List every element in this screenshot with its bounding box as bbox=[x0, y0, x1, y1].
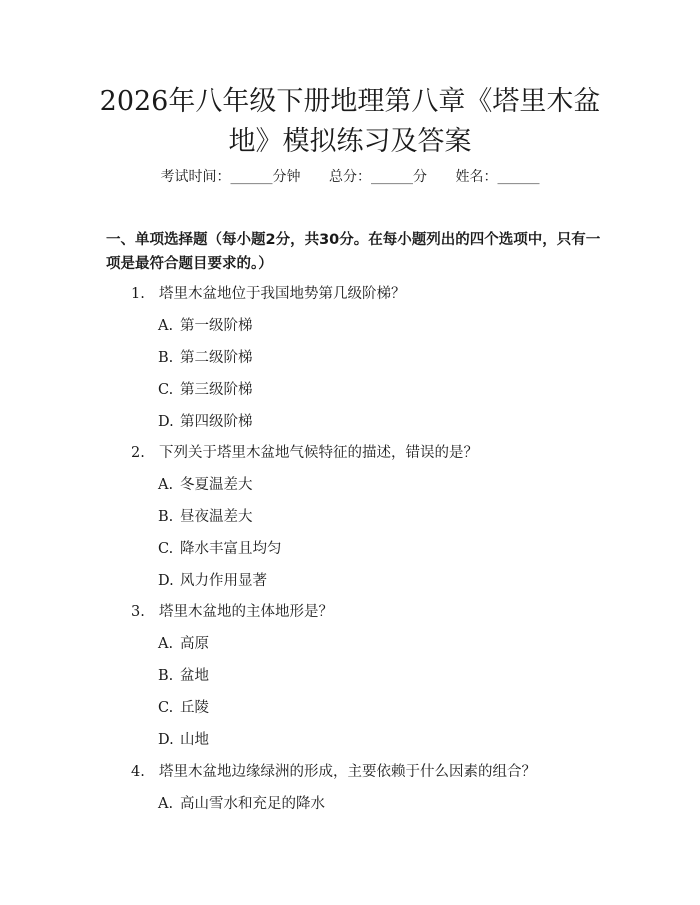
question-number: 3. bbox=[131, 604, 145, 620]
answer-option bbox=[158, 632, 209, 653]
answer-option bbox=[158, 664, 209, 685]
option-letter: C. bbox=[158, 541, 174, 557]
question-stem bbox=[131, 282, 406, 303]
question-text: 塔里木盆地边缘绿洲的形成，主要依赖于什么因素的组合？ bbox=[159, 764, 536, 780]
answer-option bbox=[158, 569, 267, 590]
answer-option bbox=[158, 696, 209, 717]
answer-option bbox=[158, 537, 282, 558]
option-text: 盆地 bbox=[180, 668, 209, 684]
answer-option bbox=[158, 314, 253, 335]
option-text: 第二级阶梯 bbox=[180, 350, 253, 366]
option-letter: A. bbox=[158, 796, 174, 812]
option-letter: B. bbox=[158, 668, 174, 684]
answer-option bbox=[158, 346, 253, 367]
question-text: 下列关于塔里木盆地气候特征的描述，错误的是？ bbox=[159, 445, 478, 461]
option-letter: A. bbox=[158, 477, 174, 493]
option-text: 高原 bbox=[180, 636, 209, 652]
option-text: 高山雪水和充足的降水 bbox=[180, 796, 325, 812]
question-text: 塔里木盆地位于我国地势第几级阶梯？ bbox=[159, 286, 406, 302]
option-text: 昼夜温差大 bbox=[180, 509, 253, 525]
answer-option bbox=[158, 792, 325, 813]
answer-option bbox=[158, 473, 253, 494]
option-letter: A. bbox=[158, 636, 174, 652]
question-number: 1. bbox=[131, 286, 145, 302]
option-letter: B. bbox=[158, 509, 174, 525]
option-letter: C. bbox=[158, 382, 174, 398]
question-stem bbox=[131, 600, 333, 621]
option-text: 第四级阶梯 bbox=[180, 414, 253, 430]
option-text: 第一级阶梯 bbox=[180, 318, 253, 334]
option-letter: C. bbox=[158, 700, 174, 716]
answer-option bbox=[158, 728, 209, 749]
option-text: 冬夏温差大 bbox=[180, 477, 253, 493]
answer-option bbox=[158, 410, 253, 431]
option-text: 丘陵 bbox=[180, 700, 209, 716]
option-text: 风力作用显著 bbox=[180, 573, 267, 589]
question-stem bbox=[131, 760, 536, 781]
option-text: 降水丰富且均匀 bbox=[180, 541, 282, 557]
section-heading: 一、单项选择题（每小题2分，共30分。在每小题列出的四个选项中，只有一项是最符合题目要求的。） bbox=[106, 232, 601, 272]
student-name-field: 姓名：______ bbox=[455, 169, 540, 185]
option-text: 山地 bbox=[180, 732, 209, 748]
option-letter: D. bbox=[158, 732, 174, 748]
answer-option bbox=[158, 378, 253, 399]
question-stem bbox=[131, 441, 478, 462]
question-number: 2. bbox=[131, 445, 145, 461]
question-text: 塔里木盆地的主体地形是？ bbox=[159, 604, 333, 620]
exam-time-field: 考试时间：______分钟 bbox=[160, 169, 301, 185]
option-letter: A. bbox=[158, 318, 174, 334]
option-text: 第三级阶梯 bbox=[180, 382, 253, 398]
option-letter: B. bbox=[158, 350, 174, 366]
option-letter: D. bbox=[158, 573, 174, 589]
option-letter: D. bbox=[158, 414, 174, 430]
document-title: 2026年八年级下册地理第八章《塔里木盆地》模拟练习及答案 bbox=[99, 86, 601, 157]
answer-option bbox=[158, 505, 253, 526]
total-score-field: 总分：______分 bbox=[329, 169, 427, 185]
question-number: 4. bbox=[131, 764, 145, 780]
